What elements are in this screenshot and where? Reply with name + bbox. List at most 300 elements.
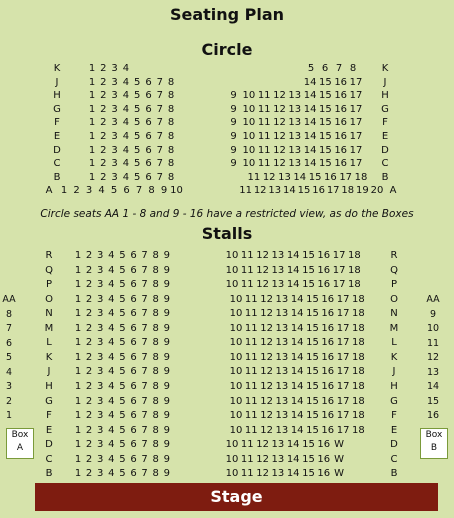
seat[interactable]: 12 — [260, 337, 273, 349]
seat[interactable]: 14 — [303, 90, 317, 102]
seat[interactable]: 18 — [352, 395, 365, 407]
seat[interactable]: 10 — [242, 144, 256, 156]
seat[interactable]: 3 — [97, 279, 104, 291]
seat[interactable]: 11 — [244, 410, 258, 422]
seat[interactable]: 12 — [253, 185, 267, 197]
seat[interactable]: 3 — [97, 322, 104, 334]
seat[interactable]: 4 — [108, 453, 115, 465]
seat[interactable]: 10 — [229, 293, 243, 305]
seat[interactable]: 16 — [321, 395, 335, 407]
box-b-seat[interactable]: 13 — [426, 366, 440, 378]
seat[interactable]: 17 — [336, 395, 350, 407]
seat[interactable]: 10 — [225, 453, 239, 465]
seat[interactable]: 8 — [152, 264, 159, 276]
seat[interactable]: 18 — [348, 250, 361, 261]
seat[interactable]: 15 — [302, 468, 315, 480]
seat[interactable]: 3 — [111, 171, 118, 183]
seat[interactable]: 8 — [152, 424, 159, 436]
seat[interactable]: 17 — [336, 424, 350, 436]
seat[interactable]: 7 — [141, 322, 148, 334]
box-a-seat[interactable]: 5 — [5, 352, 13, 363]
seat[interactable]: 16 — [321, 366, 335, 378]
seat[interactable]: 15 — [302, 453, 315, 465]
box-a-seat[interactable]: AA — [2, 294, 16, 305]
seat[interactable]: 2 — [85, 264, 93, 276]
seat[interactable]: 1 — [74, 424, 82, 436]
box-a-seat[interactable]: 4 — [5, 366, 13, 378]
seat[interactable]: 4 — [108, 279, 115, 291]
seat[interactable]: 18 — [348, 264, 361, 276]
seat[interactable]: 3 — [97, 380, 104, 392]
seat[interactable]: 17 — [336, 337, 350, 349]
seat[interactable]: 1 — [74, 410, 82, 422]
seat[interactable]: 2 — [85, 279, 93, 291]
seat[interactable]: 7 — [141, 380, 148, 392]
seat[interactable]: 6 — [130, 366, 137, 378]
seat[interactable]: 8 — [152, 410, 159, 422]
seat[interactable]: 2 — [85, 351, 93, 363]
seat[interactable]: 8 — [152, 439, 159, 451]
seat[interactable]: 10 — [242, 90, 256, 102]
seat[interactable]: 7 — [156, 131, 163, 142]
seat[interactable]: 18 — [352, 308, 365, 320]
seat[interactable]: 16 — [321, 337, 335, 349]
seat[interactable]: 5 — [307, 63, 315, 74]
seat[interactable]: 6 — [145, 117, 152, 129]
seat[interactable]: 12 — [260, 424, 273, 436]
seat[interactable]: 7 — [156, 171, 163, 183]
seat[interactable]: 7 — [141, 351, 148, 363]
seat[interactable]: 6 — [130, 250, 137, 261]
seat[interactable]: 12 — [260, 293, 273, 305]
seat[interactable]: 14 — [290, 351, 304, 363]
seat[interactable]: 8 — [152, 380, 159, 392]
seat[interactable]: 7 — [335, 63, 343, 74]
seat[interactable]: 1 — [74, 395, 82, 407]
seat[interactable]: 7 — [141, 293, 148, 305]
seat[interactable]: 5 — [134, 171, 141, 183]
seat[interactable]: 3 — [97, 424, 104, 436]
seat[interactable]: 3 — [111, 76, 118, 88]
seat[interactable]: 13 — [271, 453, 285, 465]
seat[interactable]: 3 — [97, 337, 104, 349]
seat[interactable]: 15 — [319, 76, 332, 88]
seat[interactable]: W — [334, 468, 345, 480]
seat[interactable]: 13 — [288, 158, 302, 170]
seat[interactable]: 2 — [100, 103, 107, 115]
seat[interactable]: 1 — [74, 351, 82, 363]
seat[interactable]: 2 — [100, 144, 107, 156]
seat[interactable]: 9 — [163, 337, 170, 349]
seat[interactable]: 5 — [119, 264, 126, 276]
seat[interactable]: 16 — [321, 424, 335, 436]
seat[interactable]: 1 — [88, 90, 96, 102]
seat[interactable]: 5 — [119, 293, 126, 305]
seat[interactable]: 9 — [230, 103, 237, 115]
seat[interactable]: 14 — [290, 308, 304, 320]
box-b-seat[interactable]: 10 — [426, 323, 440, 334]
seat[interactable]: 18 — [352, 351, 365, 363]
seat[interactable]: 6 — [130, 322, 137, 334]
seat[interactable]: 9 — [230, 131, 237, 142]
seat[interactable]: 2 — [100, 171, 107, 183]
seat[interactable]: 18 — [352, 424, 365, 436]
seat[interactable]: 16 — [334, 103, 348, 115]
seat[interactable]: 14 — [286, 453, 300, 465]
seat[interactable]: 6 — [130, 395, 137, 407]
seat[interactable]: 15 — [306, 424, 319, 436]
seat[interactable]: 14 — [290, 322, 304, 334]
seat[interactable]: 4 — [122, 90, 130, 102]
seat[interactable]: 6 — [130, 439, 137, 451]
seat[interactable]: 16 — [324, 171, 337, 183]
seat[interactable]: 15 — [297, 185, 311, 197]
seat[interactable]: 11 — [240, 439, 254, 451]
seat[interactable]: 1 — [74, 366, 82, 378]
seat[interactable]: 11 — [257, 103, 271, 115]
seat[interactable]: 15 — [302, 264, 315, 276]
seat[interactable]: 9 — [163, 468, 170, 480]
seat[interactable]: 11 — [240, 250, 254, 261]
box-b-seat[interactable]: 15 — [426, 395, 440, 407]
seat[interactable]: 10 — [225, 439, 239, 451]
seat[interactable]: 16 — [321, 293, 335, 305]
seat[interactable]: 5 — [134, 131, 141, 142]
seat[interactable]: 4 — [122, 76, 130, 88]
seat[interactable]: 9 — [163, 453, 170, 465]
seat[interactable]: 3 — [97, 264, 104, 276]
seat[interactable]: 14 — [290, 337, 304, 349]
seat[interactable]: 6 — [145, 90, 152, 102]
seat[interactable]: 11 — [247, 171, 261, 183]
seat[interactable]: 9 — [163, 439, 170, 451]
seat[interactable]: 12 — [273, 144, 286, 156]
seat[interactable]: 8 — [167, 76, 175, 88]
seat[interactable]: 14 — [290, 366, 304, 378]
seat[interactable]: 7 — [141, 264, 148, 276]
seat[interactable]: 2 — [100, 76, 107, 88]
seat[interactable]: 1 — [88, 117, 96, 129]
seat[interactable]: 6 — [123, 185, 130, 197]
seat[interactable]: 10 — [229, 337, 243, 349]
seat[interactable]: 12 — [260, 351, 273, 363]
seat[interactable]: 17 — [336, 351, 350, 363]
seat[interactable]: 15 — [308, 171, 322, 183]
seat[interactable]: 18 — [352, 410, 365, 422]
seat[interactable]: 15 — [306, 380, 319, 392]
seat[interactable]: 9 — [230, 158, 237, 170]
seat[interactable]: 4 — [122, 117, 130, 129]
seat[interactable]: 4 — [108, 293, 115, 305]
seat[interactable]: 14 — [303, 158, 317, 170]
seat[interactable]: 4 — [108, 424, 115, 436]
box-a-seat[interactable]: 3 — [5, 381, 13, 392]
box-b-seat[interactable]: 12 — [426, 352, 440, 363]
seat[interactable]: 13 — [275, 308, 289, 320]
seat[interactable]: 13 — [275, 351, 289, 363]
seat[interactable]: 13 — [275, 366, 289, 378]
seat[interactable]: 20 — [370, 185, 384, 197]
box-b-seat[interactable]: 16 — [426, 410, 440, 421]
seat[interactable]: 10 — [242, 158, 256, 170]
seat[interactable]: 7 — [141, 279, 148, 291]
seat[interactable]: 1 — [74, 453, 82, 465]
seat[interactable]: 10 — [225, 264, 239, 276]
seat[interactable]: 11 — [244, 366, 258, 378]
seat[interactable]: 12 — [260, 410, 273, 422]
seat[interactable]: 9 — [160, 185, 168, 197]
box-a[interactable] — [6, 428, 34, 459]
seat[interactable]: 7 — [141, 308, 148, 320]
seat[interactable]: 12 — [273, 90, 286, 102]
box-b-seat[interactable]: 11 — [426, 337, 440, 349]
seat[interactable]: 17 — [336, 308, 350, 320]
seat[interactable]: W — [334, 439, 345, 451]
seat[interactable]: 11 — [257, 144, 271, 156]
seat[interactable]: 9 — [163, 351, 170, 363]
seat[interactable]: 6 — [130, 264, 137, 276]
seat[interactable]: 13 — [275, 424, 289, 436]
seat[interactable]: 8 — [152, 308, 159, 320]
seat[interactable]: 10 — [229, 322, 243, 334]
seat[interactable]: 16 — [312, 185, 325, 197]
seat[interactable]: 11 — [257, 158, 271, 170]
seat[interactable]: 17 — [332, 250, 346, 261]
seat[interactable]: 15 — [319, 131, 332, 142]
seat[interactable]: 3 — [97, 293, 104, 305]
seat[interactable]: 9 — [163, 250, 170, 261]
seat[interactable]: 18 — [352, 366, 365, 378]
seat[interactable]: 11 — [244, 322, 258, 334]
seat[interactable]: 17 — [339, 171, 353, 183]
seat[interactable]: 8 — [152, 366, 159, 378]
seat[interactable]: 9 — [163, 424, 170, 436]
seat[interactable]: 13 — [288, 103, 302, 115]
seat[interactable]: 2 — [85, 322, 93, 334]
seat[interactable]: 8 — [152, 453, 159, 465]
seat[interactable]: 5 — [119, 453, 126, 465]
seat[interactable]: 4 — [122, 131, 130, 142]
seat[interactable]: 5 — [119, 351, 126, 363]
seat[interactable]: 12 — [260, 380, 273, 392]
seat[interactable]: 13 — [275, 337, 289, 349]
seat[interactable]: 13 — [288, 117, 302, 129]
seat[interactable]: 16 — [317, 279, 331, 291]
seat[interactable]: 1 — [74, 439, 82, 451]
seat[interactable]: 9 — [163, 395, 170, 407]
seat[interactable]: 1 — [88, 63, 96, 74]
seat[interactable]: 13 — [271, 279, 285, 291]
seat[interactable]: 10 — [225, 468, 239, 480]
seat[interactable]: 12 — [256, 439, 269, 451]
seat[interactable]: 17 — [332, 264, 346, 276]
seat[interactable]: 5 — [119, 439, 126, 451]
seat[interactable]: 1 — [74, 279, 82, 291]
seat[interactable]: 15 — [306, 366, 319, 378]
seat[interactable]: 1 — [74, 250, 82, 261]
seat[interactable]: 2 — [85, 308, 93, 320]
seat[interactable]: 5 — [134, 144, 141, 156]
seat[interactable]: 5 — [119, 395, 126, 407]
seat[interactable]: 18 — [352, 337, 365, 349]
seat[interactable]: 7 — [156, 103, 163, 115]
seat[interactable]: 2 — [85, 293, 93, 305]
seat[interactable]: 15 — [302, 250, 315, 261]
seat[interactable]: 17 — [349, 158, 363, 170]
seat[interactable]: 15 — [306, 410, 319, 422]
seat[interactable]: 7 — [156, 76, 163, 88]
seat[interactable]: 17 — [349, 103, 363, 115]
seat[interactable]: 11 — [240, 279, 254, 291]
seat[interactable]: 13 — [275, 322, 289, 334]
seat[interactable]: 9 — [230, 90, 237, 102]
seat[interactable]: 6 — [145, 131, 152, 142]
seat[interactable]: 18 — [348, 279, 361, 291]
seat[interactable]: 1 — [88, 103, 96, 115]
seat[interactable]: 12 — [273, 131, 286, 142]
seat[interactable]: 5 — [119, 337, 126, 349]
seat[interactable]: 11 — [244, 351, 258, 363]
seat[interactable]: 3 — [97, 351, 104, 363]
seat[interactable]: 9 — [230, 117, 237, 129]
seat[interactable]: 13 — [275, 380, 289, 392]
seat[interactable]: 8 — [152, 351, 159, 363]
seat[interactable]: 11 — [257, 117, 271, 129]
seat[interactable]: 2 — [85, 366, 93, 378]
seat[interactable]: 13 — [271, 439, 285, 451]
seat[interactable]: 5 — [119, 468, 126, 480]
seat[interactable]: 7 — [141, 250, 148, 261]
seat[interactable]: 8 — [167, 90, 175, 102]
seat[interactable]: 16 — [321, 380, 335, 392]
box-b-seat[interactable]: AA — [426, 294, 440, 305]
seat[interactable]: 2 — [85, 424, 93, 436]
seat[interactable]: 5 — [134, 103, 141, 115]
seat[interactable]: 2 — [85, 380, 93, 392]
seat[interactable]: 4 — [122, 144, 130, 156]
seat[interactable]: 1 — [74, 337, 82, 349]
seat[interactable]: 1 — [74, 293, 82, 305]
seat[interactable]: 14 — [303, 144, 317, 156]
box-a-seat[interactable]: 8 — [5, 308, 13, 320]
seat[interactable]: 11 — [244, 395, 258, 407]
seat[interactable]: 17 — [349, 131, 363, 142]
seat[interactable]: 16 — [321, 322, 335, 334]
seat[interactable]: 1 — [74, 468, 82, 480]
seat[interactable]: 11 — [244, 424, 258, 436]
seat[interactable]: 1 — [74, 264, 82, 276]
seat[interactable]: 12 — [260, 395, 273, 407]
seat[interactable]: 8 — [167, 158, 175, 170]
seat[interactable]: 7 — [156, 144, 163, 156]
seat[interactable]: 2 — [85, 410, 93, 422]
seat[interactable]: 2 — [100, 131, 107, 142]
seat[interactable]: 1 — [88, 144, 96, 156]
seat[interactable]: 11 — [244, 380, 258, 392]
seat[interactable]: 15 — [306, 337, 319, 349]
seat[interactable]: 3 — [111, 90, 118, 102]
seat[interactable]: 8 — [152, 468, 159, 480]
seat[interactable]: 5 — [119, 366, 126, 378]
seat[interactable]: 6 — [130, 410, 137, 422]
seat[interactable]: 12 — [273, 103, 286, 115]
seat[interactable]: 13 — [288, 131, 302, 142]
seat[interactable]: 4 — [122, 63, 130, 74]
seat[interactable]: 2 — [85, 250, 93, 261]
seat[interactable]: 10 — [229, 351, 243, 363]
seat[interactable]: 5 — [119, 322, 126, 334]
seat[interactable]: 12 — [260, 322, 273, 334]
seat[interactable]: 7 — [141, 395, 148, 407]
seat[interactable]: 4 — [108, 410, 115, 422]
seat[interactable]: 6 — [130, 351, 137, 363]
seat[interactable]: 4 — [108, 351, 115, 363]
seat[interactable]: 16 — [334, 76, 348, 88]
seat[interactable]: 6 — [130, 337, 137, 349]
seat[interactable]: 11 — [244, 308, 258, 320]
seat[interactable]: 4 — [98, 185, 105, 197]
seat[interactable]: 11 — [257, 131, 271, 142]
seat[interactable]: 11 — [239, 185, 252, 197]
seat[interactable]: 12 — [260, 308, 273, 320]
seat[interactable]: 3 — [111, 63, 118, 74]
seat[interactable]: 3 — [97, 453, 104, 465]
seat[interactable]: 3 — [97, 366, 104, 378]
box-a-seat[interactable]: 7 — [5, 323, 13, 334]
seat[interactable]: 13 — [271, 264, 285, 276]
seat[interactable]: 10 — [242, 117, 256, 129]
seat[interactable]: 1 — [74, 308, 82, 320]
seat[interactable]: 14 — [283, 185, 296, 197]
seat[interactable]: 5 — [119, 250, 126, 261]
seat[interactable]: 8 — [167, 117, 175, 129]
seat[interactable]: 14 — [303, 76, 317, 88]
seat[interactable]: 14 — [290, 410, 304, 422]
seat[interactable]: 1 — [88, 158, 96, 170]
seat[interactable]: 4 — [108, 322, 115, 334]
seat[interactable]: 8 — [152, 293, 159, 305]
seat[interactable]: 15 — [319, 103, 332, 115]
seat[interactable]: 8 — [167, 103, 175, 115]
seat[interactable]: 12 — [256, 468, 269, 480]
seat[interactable]: 1 — [88, 76, 96, 88]
seat[interactable]: 11 — [244, 337, 258, 349]
seat[interactable]: 16 — [334, 117, 348, 129]
seat[interactable]: 11 — [240, 453, 254, 465]
seat[interactable]: 16 — [317, 439, 331, 451]
seat[interactable]: 13 — [275, 395, 289, 407]
seat[interactable]: 2 — [85, 337, 93, 349]
seat[interactable]: 10 — [242, 131, 256, 142]
seat[interactable]: 6 — [130, 453, 137, 465]
seat[interactable]: 18 — [352, 322, 365, 334]
seat[interactable]: 14 — [290, 424, 304, 436]
seat[interactable]: 9 — [163, 322, 170, 334]
seat[interactable]: 7 — [156, 117, 163, 129]
seat[interactable]: 13 — [278, 171, 291, 183]
seat[interactable]: 4 — [108, 380, 115, 392]
seat[interactable]: 2 — [85, 468, 93, 480]
seat[interactable]: 10 — [229, 308, 243, 320]
seat[interactable]: 7 — [141, 424, 148, 436]
seat[interactable]: 17 — [332, 279, 346, 291]
seat[interactable]: 14 — [286, 279, 300, 291]
seat[interactable]: 1 — [88, 131, 96, 142]
seat[interactable]: 4 — [122, 171, 130, 183]
seat[interactable]: 8 — [152, 250, 159, 261]
seat[interactable]: 6 — [130, 380, 137, 392]
seat[interactable]: 6 — [145, 171, 152, 183]
